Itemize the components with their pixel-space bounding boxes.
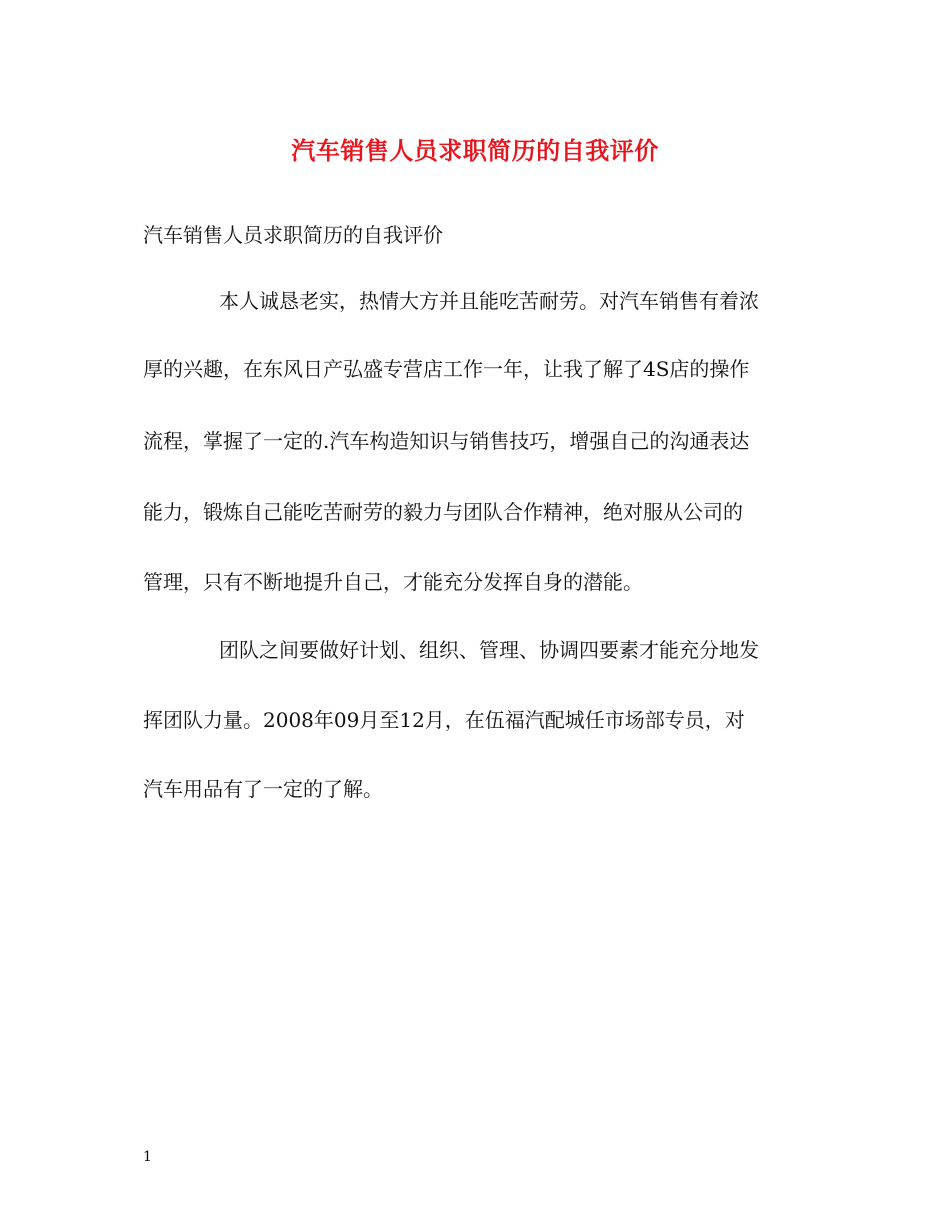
- paragraph-line: 本人诚恳老实，热情大方并且能吃苦耐劳。对汽车销售有着浓: [219, 289, 759, 313]
- document-subtitle: 汽车销售人员求职简历的自我评价: [143, 223, 443, 247]
- paragraph-line: 挥团队力量。2008年09月至12月，在伍福汽配城任市场部专员，对: [143, 708, 745, 732]
- paragraph-line: 团队之间要做好计划、组织、管理、协调四要素才能充分地发: [219, 638, 759, 662]
- paragraph-line: 管理，只有不断地提升自己，才能充分发挥自身的潜能。: [143, 570, 643, 594]
- paragraph-line: 能力，锻炼自己能吃苦耐劳的毅力与团队合作精神，绝对服从公司的: [143, 500, 743, 524]
- paragraph-line: 流程，掌握了一定的.汽车构造知识与销售技巧，增强自己的沟通表达: [143, 429, 750, 453]
- paragraph-line: 汽车用品有了一定的了解。: [143, 777, 383, 801]
- document-title: 汽车销售人员求职简历的自我评价: [291, 136, 659, 165]
- page-number: 1: [143, 1149, 152, 1165]
- paragraph-line: 厚的兴趣，在东风日产弘盛专营店工作一年，让我了解了4S店的操作: [143, 357, 750, 381]
